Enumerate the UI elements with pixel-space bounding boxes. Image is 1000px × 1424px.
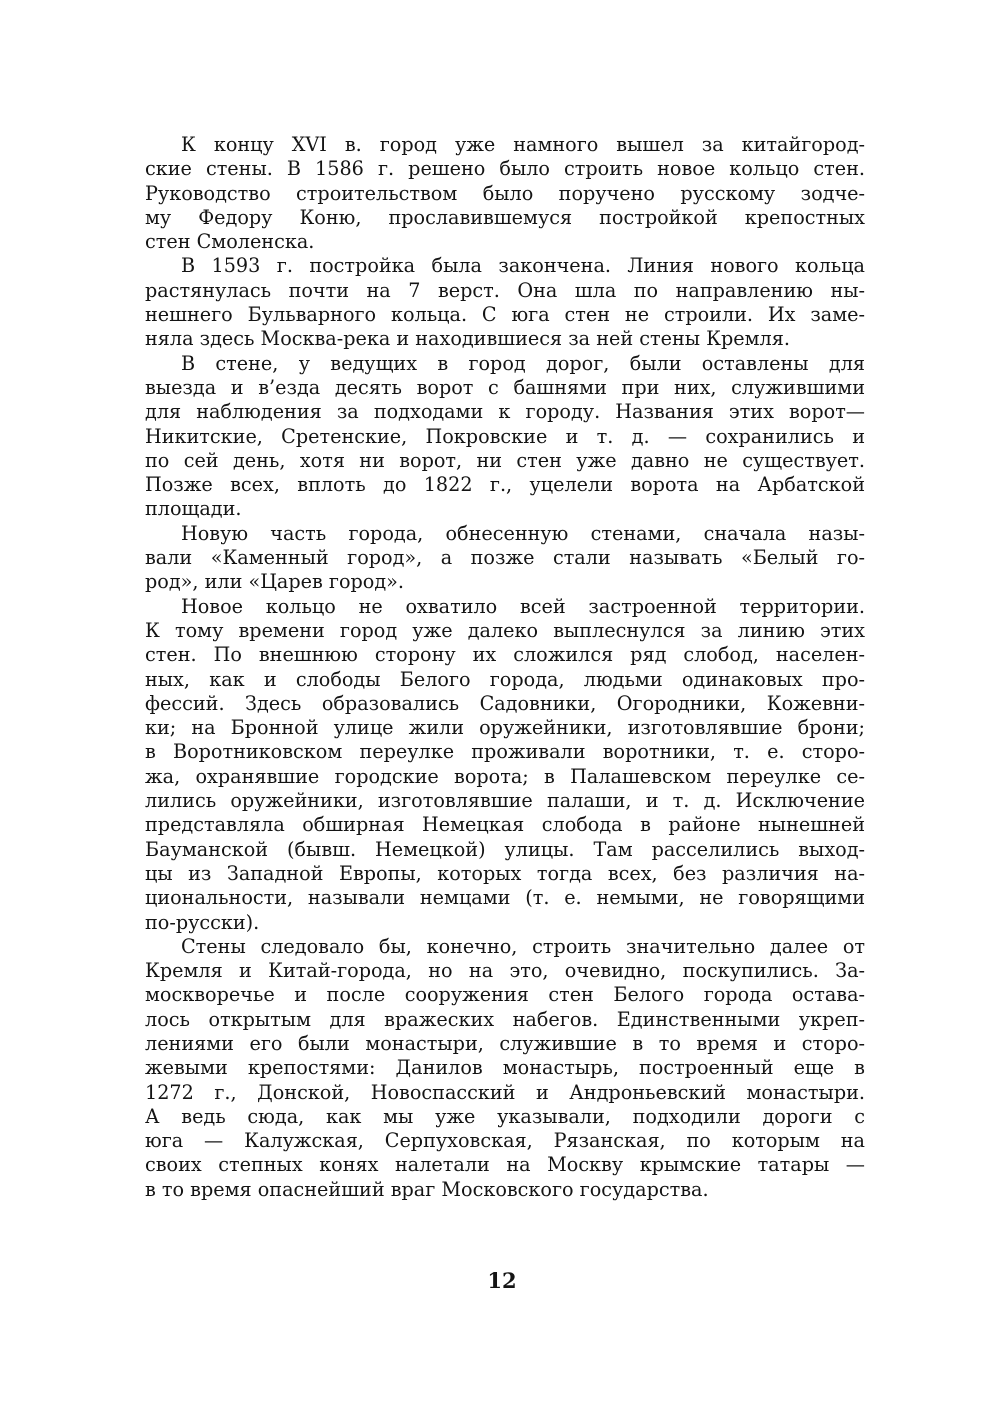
paragraph xyxy=(145,522,865,595)
text-line: Позже всех, вплоть до 1822 г., уцелели ворота на Арбатской xyxy=(145,473,865,497)
text-line: Стены следовало бы, конечно, строить значительно далее от xyxy=(181,934,865,958)
text-line: ных, как и слободы Белого города, людьми одинаковых про- xyxy=(145,667,865,691)
text-line: площади. xyxy=(145,497,242,521)
text-line: стен Смоленска. xyxy=(145,230,315,254)
text-line: жевыми крепостями: Данилов монастырь, построенный еще в xyxy=(145,1056,865,1080)
paragraph xyxy=(145,595,865,935)
text-line: фессий. Здесь образовались Садовники, Огородники, Кожевни- xyxy=(145,691,865,715)
text-line: по сей день, хотя ни ворот, ни стен уже давно не существует. xyxy=(145,448,865,472)
text-line: москворечье и после сооружения стен Белого города остава- xyxy=(145,983,865,1007)
text-line: няла здесь Москва-река и находившиеся за ней стены Кремля. xyxy=(145,327,790,351)
text-line: растянулась почти на 7 верст. Она шла по направлению ны- xyxy=(145,278,865,302)
text-line: му Федору Коню, прославившемуся постройкой крепостных xyxy=(145,205,865,229)
text-line: лились оружейники, изготовлявшие палаши, и т. д. Исключение xyxy=(145,789,865,813)
text-line: Бауманской (бывш. Немецкой) улицы. Там расселились выход- xyxy=(145,837,865,861)
text-line: в то время опаснейший враг Московского государства. xyxy=(145,1177,709,1201)
text-line: род», или «Царев город». xyxy=(145,570,404,594)
text-line: К концу XVI в. город уже намного вышел за китайгород- xyxy=(181,133,865,156)
paragraph xyxy=(145,935,865,1202)
text-line: Новую часть города, обнесенную стенами, сначала назы- xyxy=(181,521,865,545)
text-line: представляла обширная Немецкая слобода в районе нынешней xyxy=(145,813,865,837)
text-line: цы из Западной Европы, которых тогда всех, без различия на- xyxy=(145,861,865,885)
text-line: ские стены. В 1586 г. решено было строить новое кольцо стен. xyxy=(145,157,865,181)
text-line: в Воротниковском переулке проживали воротники, т. е. сторо- xyxy=(145,740,865,764)
text-line: лось открытым для вражеских набегов. Единственными укреп- xyxy=(145,1007,865,1031)
text-line: жа, охранявшие городские ворота; в Палашевском переулке се- xyxy=(145,764,865,788)
text-line: А ведь сюда, как мы уже указывали, подходили дороги с xyxy=(145,1104,865,1128)
paragraph xyxy=(145,254,865,351)
text-line: нешнего Бульварного кольца. С юга стен не строили. Их заме- xyxy=(145,303,865,327)
text-line: выезда и в’езда десять ворот с башнями при них, служившими xyxy=(145,375,865,399)
paragraph xyxy=(145,133,865,254)
body-text xyxy=(145,133,865,1202)
text-line: 1272 г., Донской, Новоспасский и Андроньевский монастыри. xyxy=(145,1080,865,1104)
text-line: Руководство строительством было поручено русскому зодче- xyxy=(145,181,865,205)
text-line: юга — Калужская, Серпуховская, Рязанская, по которым на xyxy=(145,1129,865,1153)
text-line: для наблюдения за подходами к городу. Названия этих ворот— xyxy=(145,400,865,424)
text-line: своих степных конях налетали на Москву крымские татары — xyxy=(145,1153,865,1177)
text-line: Кремля и Китай-города, но на это, очевидно, поскупились. За- xyxy=(145,959,865,983)
text-line: лениями его были монастыри, служившие в то время и сторо- xyxy=(145,1031,865,1055)
text-line: Никитские, Сретенские, Покровские и т. д. — сохранились и xyxy=(145,424,865,448)
page-number: 12 xyxy=(487,1268,517,1293)
text-line: вали «Каменный город», а позже стали называть «Белый го- xyxy=(145,546,865,570)
text-line: циональности, называли немцами (т. е. немыми, не говорящими xyxy=(145,886,865,910)
text-line: ки; на Бронной улице жили оружейники, изготовлявшие брони; xyxy=(145,716,865,740)
text-line: В стене, у ведущих в город дорог, были оставлены для xyxy=(181,351,865,375)
paragraph xyxy=(145,352,865,522)
text-line: стен. По внешнюю сторону их сложился ряд слобод, населен- xyxy=(145,643,865,667)
text-line: В 1593 г. постройка была закончена. Линия нового кольца xyxy=(181,254,865,278)
text-line: К тому времени город уже далеко выплеснулся за линию этих xyxy=(145,618,865,642)
text-line: Новое кольцо не охватило всей застроенной территории. xyxy=(181,594,865,618)
text-line: по-русски). xyxy=(145,910,260,934)
